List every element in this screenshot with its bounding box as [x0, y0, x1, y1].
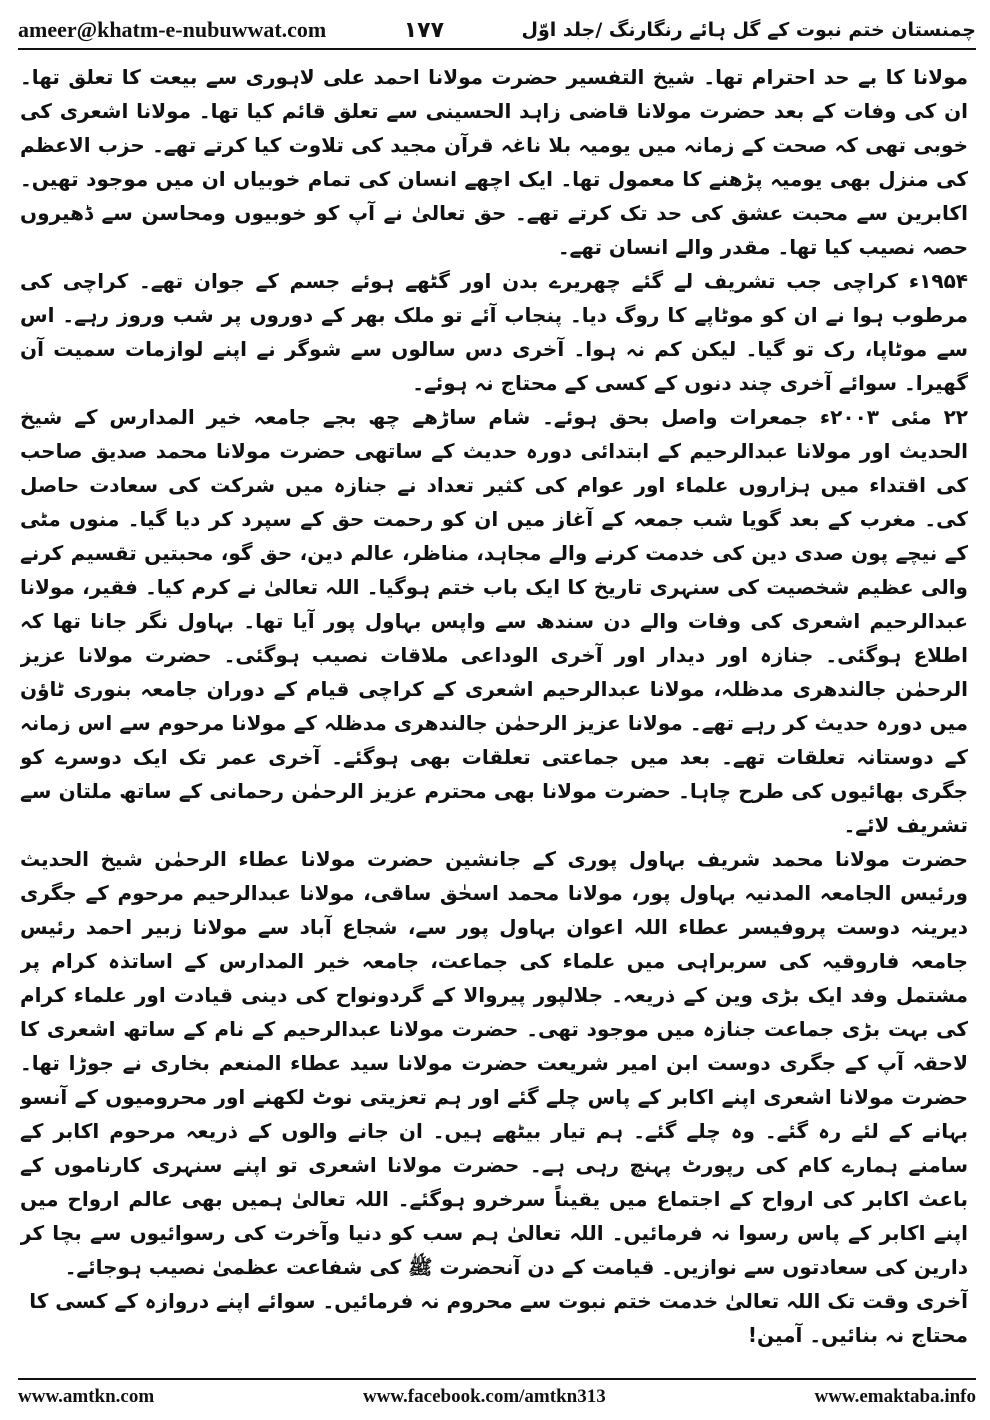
footer-website-link[interactable]: www.amtkn.com — [18, 1386, 155, 1407]
paragraph-3: ۲۲ مئی ۲۰۰۳ء جمعرات واصل بحق ہوئے۔ شام ساڑھے چھ بجے جامعہ خیر المدارس کے شیخ الحدیث اور مولانا عبدالرحیم کے ابتدائی دورہ حدیث کے ساتھی حضرت مولانا محمد صدیق صاحب کی اقتداء میں ہزاروں علماء اور عوام کی کثیر تعداد نے جنازہ میں شرکت کی سعادت حاصل کی۔ مغرب کے بعد گویا شب جمعہ کے آغاز میں ان کو رحمت حق کے سپرد کر دیا گیا۔ منوں مٹی کے نیچے پون صدی دین کی خدمت کرنے والے مجاہد، مناظر، عالم دین، حق گو، محبتیں تقسیم کرنے والی عظیم شخصیت کی سنہری تاریخ کا ایک باب ختم ہوگیا۔ اللہ تعالیٰ نے کرم کیا۔ فقیر، مولانا عبدالرحیم اشعری کی وفات والے دن سندھ سے واپس بہاول پور آیا تھا۔ بہاول نگر جانا تھا کہ اطلاع ہوگئی۔ جنازہ اور دیدار اور آخری الوداعی ملاقات نصیب ہوگئی۔ حضرت مولانا عزیز الرحمٰن جالندھری مدظلہ، مولانا عبدالرحیم اشعری کے کراچی قیام کے دوران جامعہ بنوری ٹاؤن میں دورہ حدیث کر رہے تھے۔ مولانا عزیز الرحمٰن جالندھری مدظلہ کے مولانا مرحوم سے اس زمانہ کے دوستانہ تعلقات تھے۔ بعد میں جماعتی تعلقات بھی ہوگئے۔ آخری عمر تک ایک دوسرے کو جگری بھائیوں کی طرح چاہا۔ حضرت مولانا بھی محترم عزیز الرحمٰن رحمانی کے ساتھ ملتان سے تشریف لائے۔ — [20, 405, 968, 837]
page-footer — [18, 1378, 976, 1414]
paragraph-2: ۱۹۵۴ء کراچی جب تشریف لے گئے چھریرے بدن اور گٹھے ہوئے جسم کے جوان تھے۔ کراچی کی مرطوب ہوا نے ان کو موٹاپے کا روگ دیا۔ پنجاب آئے تو ملک بھر کے دوروں پر شب وروز رہے۔ اس سے موٹاپا، رک تو گیا۔ لیکن کم نہ ہوا۔ آخری دس سالوں سے شوگر نے اپنے لوازمات سمیت آن گھیرا۔ سوائے آخری چند دنوں کے کسی کے محتاج نہ ہوئے۔ — [20, 269, 968, 395]
header-email-link[interactable]: ameer@khatm-e-nubuwwat.com — [18, 17, 327, 42]
footer-emaktaba-link[interactable]: www.emaktaba.info — [814, 1386, 976, 1407]
footer-facebook-link[interactable]: www.facebook.com/amtkn313 — [362, 1386, 606, 1407]
book-title: چمنستان ختم نبوت کے گل ہائے رنگارنگ /جلد اوّل — [521, 19, 976, 41]
closing-prayer-line: آخری وقت تک اللہ تعالیٰ خدمت ختم نبوت سے محروم نہ فرمائیں۔ سوائے اپنے دروازہ کے کسی کا محتاج نہ بنائیں۔ آمین! — [29, 1289, 968, 1347]
paragraph-1: مولانا کا بے حد احترام تھا۔ شیخ التفسیر حضرت مولانا احمد علی لاہوری سے بیعت کا تعلق تھا۔ ان کی وفات کے بعد حضرت مولانا قاضی زاہد الحسینی سے تعلق قائم کیا تھا۔ مولانا اشعری کی خوبی تھی کہ صحت کے زمانہ میں یومیہ بلا ناغہ قرآن مجید کی تلاوت کیا کرتے تھے۔ حزب الاعظم کی منزل بھی یومیہ پڑھنے کا معمول تھا۔ ایک اچھے انسان کی تمام خوبیاں ان میں موجود تھیں۔ اکابرین سے محبت عشق کی حد تک کرتے تھے۔ حق تعالیٰ نے آپ کو خوبیوں ومحاسن سے ڈھیروں حصہ نصیب کیا تھا۔ مقدر والے انسان تھے۔ — [20, 65, 968, 259]
paragraph-4: حضرت مولانا محمد شریف بہاول پوری کے جانشین حضرت مولانا عطاء الرحمٰن شیخ الحدیث ورئیس الجامعہ المدنیہ بہاول پور، مولانا محمد اسحٰق ساقی، مولانا عبدالرحیم مرحوم کے جگری دیرینہ دوست پروفیسر عطاء اللہ اعوان بہاول پور سے، شجاع آباد سے مولانا زبیر احمد رئیس جامعہ فاروقیہ کی سربراہی میں علماء کی جماعت، جامعہ خیر المدارس کے اساتذہ کرام پر مشتمل وفد ایک بڑی وین کے ذریعہ۔ جلالپور پیروالا کے گردونواح کی دینی قیادت اور علماء کرام کی بہت بڑی جماعت جنازہ میں موجود تھی۔ حضرت مولانا عبدالرحیم کے نام کے ساتھ اشعری کا لاحقہ آپ کے جگری دوست ابن امیر شریعت حضرت مولانا سید عطاء المنعم بخاری نے جوڑا تھا۔ حضرت مولانا اشعری اپنے اکابر کے پاس چلے گئے اور ہم تعزیتی نوٹ لکھنے اور محرومیوں کے آنسو بہانے کے لئے رہ گئے۔ وہ چلے گئے۔ ہم تیار بیٹھے ہیں۔ ان جانے والوں کے ذریعہ مرحوم اکابر کے سامنے ہمارے کام کی رپورٹ پہنچ رہی ہے۔ حضرت مولانا اشعری تو اپنے سنہری کارناموں کے باعث اکابر کی ارواح کے اجتماع میں یقیناً سرخرو ہوگئے۔ اللہ تعالیٰ ہمیں بھی عالم ارواح میں اپنے اکابر کے پاس رسوا نہ فرمائیں۔ اللہ تعالیٰ ہم سب کو دنیا وآخرت کی رسوائیوں سے بچا کر دارین کی سعادتوں سے نوازیں۔ قیامت کے دن آنحضرت ﷺ کی شفاعت عظمیٰ نصیب ہوجائے۔ — [20, 847, 968, 1279]
page-number: ۱۷۷ — [403, 17, 445, 43]
article-body — [20, 60, 968, 1365]
page-header — [18, 12, 976, 50]
